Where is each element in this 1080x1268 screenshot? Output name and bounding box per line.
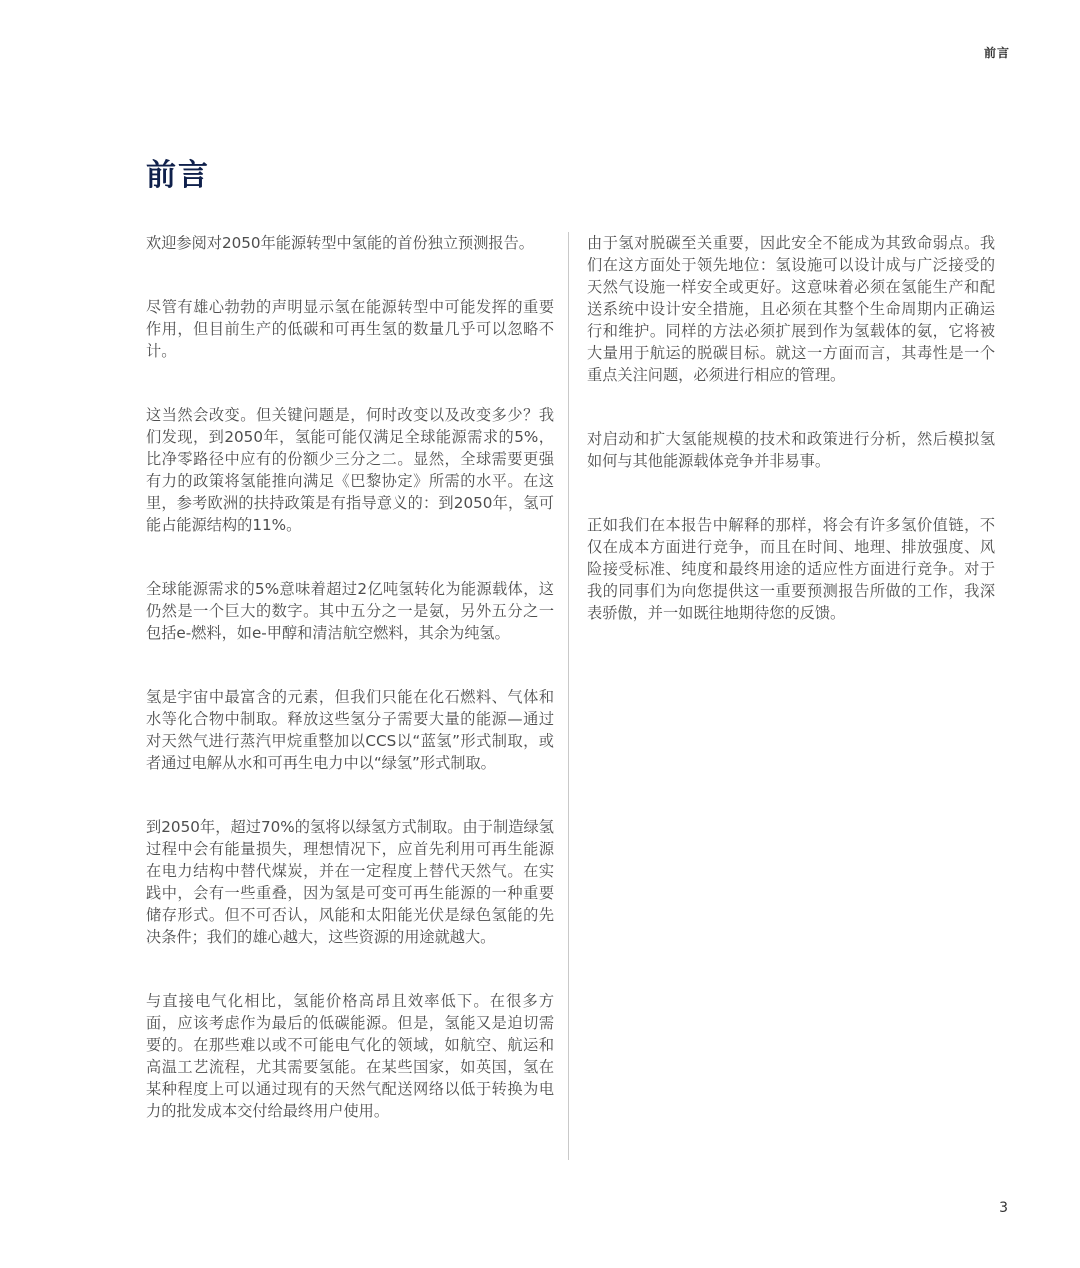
paragraph: 到2050年，超过70%的氢将以绿氢方式制取。由于制造绿氢过程中会有能量损失，理想情况下，应首先利用可再生能源在电力结构中替代煤炭，并在一定程度上替代天然气。在实践中，会有一些重叠，因为氢是可变可再生能源的一种重要储存形式。但不可否认，风能和太阳能光伏是绿色氢能的先决条件；我们的雄心越大，这些资源的用途就越大。 — [146, 818, 554, 946]
paragraph: 由于氢对脱碳至关重要，因此安全不能成为其致命弱点。我们在这方面处于领先地位：氢设施可以设计成与广泛接受的天然气设施一样安全或更好。这意味着必须在氢能生产和配送系统中设计安全措施，且必须在其整个生命周期内正确运行和维护。同样的方法必须扩展到作为氢载体的氨，它将被大量用于航运的脱碳目标。就这一方面而言，其毒性是一个重点关注问题，必须进行相应的管理。 — [587, 234, 995, 384]
running-header: 前言 — [983, 46, 1010, 60]
paragraph: 欢迎参阅对2050年能源转型中氢能的首份独立预测报告。 — [146, 234, 534, 252]
paragraph: 正如我们在本报告中解释的那样，将会有许多氢价值链，不仅在成本方面进行竞争，而且在时间、地理、排放强度、风险接受标准、纯度和最终用途的适应性方面进行竞争。对于我的同事们为向您提供这一重要预测报告所做的工作，我深表骄傲，并一如既往地期待您的反馈。 — [587, 516, 995, 622]
left-column — [146, 232, 554, 1164]
paragraph: 与直接电气化相比，氢能价格高昂且效率低下。在很多方面，应该考虑作为最后的低碳能源。但是，氢能又是迫切需要的。在那些难以或不可能电气化的领域，如航空、航运和高温工艺流程，尤其需要氢能。在某些国家，如英国，氢在某种程度上可以通过现有的天然气配送网络以低于转换为电力的批发成本交付给最终用户使用。 — [146, 992, 554, 1120]
paragraph: 尽管有雄心勃勃的声明显示氢在能源转型中可能发挥的重要作用，但目前生产的低碳和可再生氢的数量几乎可以忽略不计。 — [146, 298, 554, 360]
paragraph: 氢是宇宙中最富含的元素，但我们只能在化石燃料、气体和水等化合物中制取。释放这些氢分子需要大量的能源—通过对天然气进行蒸汽甲烷重整加以CCS以“蓝氢”形式制取，或者通过电解从水和可再生电力中以“绿氢”形式制取。 — [146, 688, 554, 772]
right-column — [587, 232, 995, 666]
paragraph: 这当然会改变。但关键问题是，何时改变以及改变多少？我们发现，到2050年，氢能可能仅满足全球能源需求的5%，比净零路径中应有的份额少三分之二。显然，全球需要更强有力的政策将氢能推向满足《巴黎协定》所需的水平。在这里，参考欧洲的扶持政策是有指导意义的：到2050年，氢可能占能源结构的11%。 — [146, 406, 554, 534]
page-number: 3 — [999, 1200, 1008, 1216]
page-title: 前言 — [146, 158, 210, 193]
paragraph: 对启动和扩大氢能规模的技术和政策进行分析，然后模拟氢如何与其他能源载体竞争并非易事。 — [587, 430, 995, 470]
paragraph: 全球能源需求的5%意味着超过2亿吨氢转化为能源载体，这仍然是一个巨大的数字。其中五分之一是氨，另外五分之一包括e-燃料，如e-甲醇和清洁航空燃料，其余为纯氢。 — [146, 580, 554, 642]
column-divider — [568, 232, 569, 1160]
